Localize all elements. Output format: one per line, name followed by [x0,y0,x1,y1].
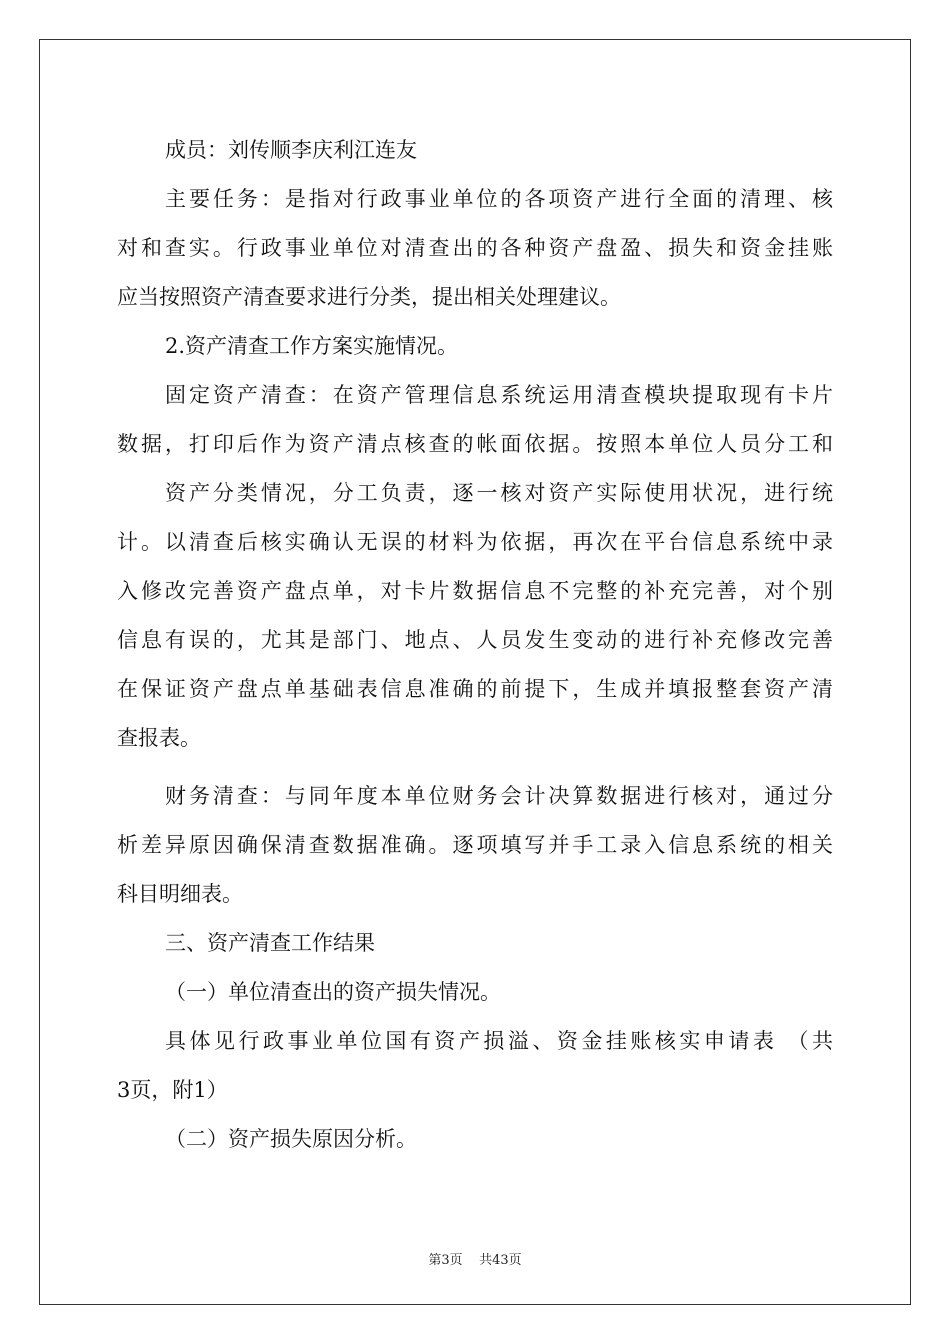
text-line: 2.资产清查工作方案实施情况。 [165,334,459,358]
text-line: 财务清查：与同年度本单位财务会计决算数据进行核对，通过分 [165,784,833,808]
text-line: 资产分类情况，分工负责，逐一核对资产实际使用状况，进行统 [165,481,833,505]
text-line: 3页，附1） [117,1078,228,1102]
text-line: 主要任务：是指对行政事业单位的各项资产进行全面的清理、核 [165,187,833,211]
text-line: 三、资产清查工作结果 [165,931,375,955]
page-total: 共43页 [479,1253,522,1268]
page-border [39,39,911,1305]
text-line: 数据，打印后作为资产清点核查的帐面依据。按照本单位人员分工和 [117,432,833,456]
text-line: 应当按照资产清查要求进行分类，提出相关处理建议。 [117,285,621,309]
text-line: 信息有误的，尤其是部门、地点、人员发生变动的进行补充修改完善 [117,628,833,652]
page-number: 第3页 [428,1253,463,1268]
text-line: 在保证资产盘点单基础表信息准确的前提下，生成并填报整套资产清 [117,677,833,701]
text-line: 计。以清查后核实确认无误的材料为依据，再次在平台信息系统中录 [117,530,833,554]
text-line: 对和查实。行政事业单位对清查出的各种资产盘盈、损失和资金挂账 [117,236,833,260]
text-line: 析差异原因确保清查数据准确。逐项填写并手工录入信息系统的相关 [117,833,833,857]
text-line: （二）资产损失原因分析。 [165,1127,417,1151]
page-footer [0,1249,950,1268]
text-line: 具体见行政事业单位国有资产损溢、资金挂账核实申请表 （共 [165,1029,833,1053]
text-line: 入修改完善资产盘点单，对卡片数据信息不完整的补充完善，对个别 [117,579,833,603]
text-line: 科目明细表。 [117,882,243,906]
text-line: 成员：刘传顺李庆利江连友 [165,138,417,162]
text-line: 查报表。 [117,726,201,750]
text-line: （一）单位清查出的资产损失情况。 [165,980,501,1004]
text-line: 固定资产清查：在资产管理信息系统运用清查模块提取现有卡片 [165,383,833,407]
